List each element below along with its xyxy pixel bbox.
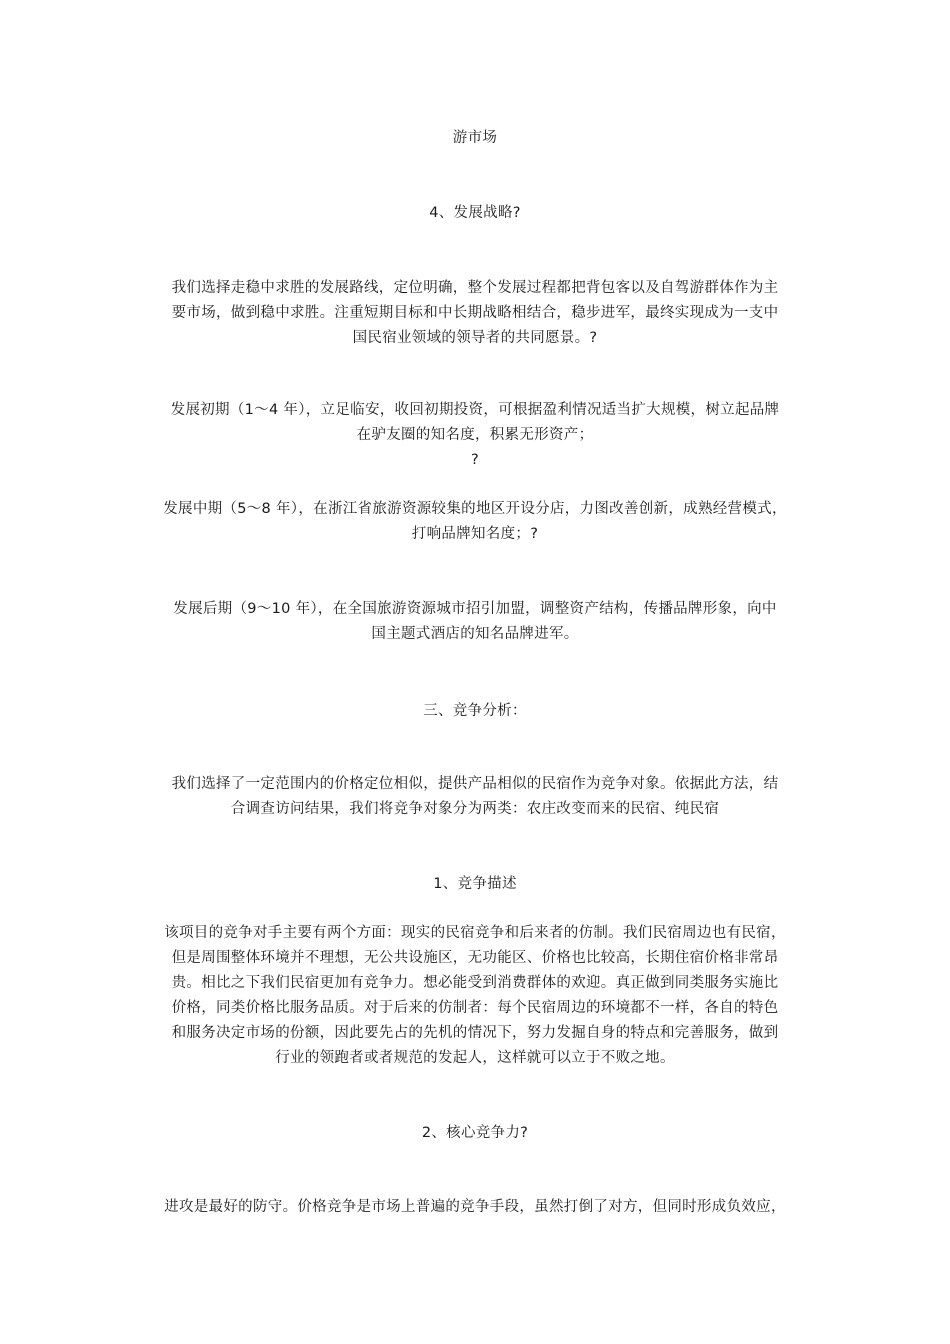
text-line: 我们选择了一定范围内的价格定位相似，提供产品相似的民宿作为竞争对象。依据此方法，结: [171, 776, 779, 792]
heading-tourism-market: [140, 126, 810, 151]
text-line: 行业的领跑者或者规范的发起人，这样就可以立于不败之地。: [275, 1050, 675, 1066]
paragraph-strategy-overview: [140, 276, 810, 351]
text-line: 发展初期（1～4 年），立足临安，收回初期投资，可根据盈利情况适当扩大规模，树立起品牌: [170, 402, 780, 418]
text-line: 打响品牌知名度；?: [411, 526, 539, 542]
text-line: ?: [471, 452, 479, 468]
text-line: 但是周围整体环境并不理想，无公共设施区，无功能区、价格也比较高，长期住宿价格非常昂: [171, 950, 779, 966]
text-line: 该项目的竞争对手主要有两个方面：现实的民宿竞争和后来者的仿制。我们民宿周边也有民宿，: [164, 925, 786, 941]
text-line: 和服务决定市场的份额，因此要先占的先机的情况下，努力发掘自身的特点和完善服务，做到: [171, 1025, 779, 1041]
text-line: 三、竞争分析：: [423, 703, 527, 719]
text-line: 2、核心竞争力?: [421, 1125, 529, 1141]
text-line: 价格，同类价格比服务品质。对于后来的仿制者：每个民宿周边的环境都不一样，各自的特色: [171, 1000, 779, 1016]
text-line: 合调查访问结果，我们将竞争对象分为两类：农庄改变而来的民宿、纯民宿: [230, 801, 720, 817]
paragraph-middle-stage: [140, 497, 810, 547]
paragraph-late-stage: [140, 597, 810, 647]
text-line: 要市场，做到稳中求胜。注重短期目标和中长期战略相结合，稳步进军，最终实现成为一支中: [171, 305, 779, 321]
text-line: 游市场: [452, 130, 498, 146]
paragraph-core-competitiveness: [140, 1195, 810, 1220]
text-line: 发展中期（5～8 年），在浙江省旅游资源较集的地区开设分店，力图改善创新，成熟经营模式，: [163, 501, 787, 517]
paragraph-competition-description: [140, 921, 810, 1071]
paragraph-early-stage: [140, 398, 810, 473]
text-line: 进攻是最好的防守。价格竞争是市场上普遍的竞争手段，虽然打倒了对方，但同时形成负效应，: [164, 1199, 786, 1215]
heading-competition-description: [140, 872, 810, 897]
text-line: 我们选择走稳中求胜的发展路线，定位明确，整个发展过程都把背包客以及自驾游群体作为主: [171, 280, 779, 296]
text-line: 国民宿业领域的领导者的共同愿景。?: [352, 330, 598, 346]
text-line: 在驴友圈的知名度，积累无形资产；: [356, 427, 594, 443]
text-line: 4、发展战略?: [429, 205, 521, 221]
text-line: 1、竞争描述: [433, 876, 517, 892]
heading-core-competitiveness: [140, 1121, 810, 1146]
text-line: 贵。相比之下我们民宿更加有竞争力。想必能受到消费群体的欢迎。真正做到同类服务实施比: [171, 975, 779, 991]
text-line: 发展后期（9～10 年），在全国旅游资源城市招引加盟，调整资产结构，传播品牌形象，向中: [173, 601, 777, 617]
heading-development-strategy: [140, 201, 810, 226]
text-line: 国主题式酒店的知名品牌进军。: [371, 626, 579, 642]
heading-competition-analysis: [140, 699, 810, 724]
paragraph-competitor-selection: [140, 772, 810, 822]
